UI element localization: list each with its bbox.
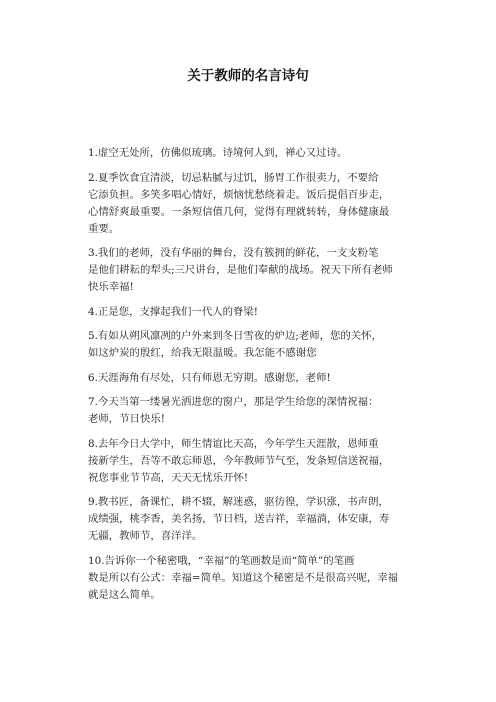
quote-paragraph-8: 8.去年今日大学中，师生情谊比天高，今年学生天涯散，恩师重 接新学生，吾等不敢忘师恩，今年教师节气至，发条短信送祝福， 祝您事业节节高，天天无忧乐开怀! xyxy=(88,437,390,484)
quote-paragraph-9: 9.教书匠，备课忙，耕不辍，解迷惑，驱彷徨，学识涨，书声朗， 成绩强，桃李香，美名扬，节日档，送吉祥，幸福淌，体安康，寿 无疆，教师节，喜洋洋。 xyxy=(88,496,390,542)
quote-paragraph-6: 6.天涯海角有尽处，只有师恩无穷期。感谢您，老师! xyxy=(88,371,331,384)
quote-paragraph-4: 4.正是您，支撑起我们一代人的脊梁! xyxy=(88,305,258,318)
quote-paragraph-10: 10.告诉你一个秘密哦，“幸福”的笔画数是而“简单”的笔画 数是所以有公式：幸福=简单。知道这个秘密是不是很高兴呢，幸福 就是这么简单。 xyxy=(88,554,399,601)
quote-paragraph-5: 5.有如从朔风凛冽的户外来到冬日雪夜的炉边;老师，您的关怀， 如这炉炭的殷红，给我无限温暖。我怎能不感谢您 xyxy=(88,330,382,359)
quote-paragraph-1: 1.虚空无处所，仿佛似琉璃。诗境何人到，禅心又过诗。 xyxy=(88,147,348,159)
document-body xyxy=(88,145,414,611)
quote-paragraph-3: 3.我们的老师，没有华丽的舞台，没有簇拥的鲜花，一支支粉笔 是他们耕耘的犁头;三尺讲台，是他们奉献的战场。祝天下所有老师 快乐幸福! xyxy=(88,247,393,293)
document-title: 关于教师的名言诗句 xyxy=(187,68,309,84)
quote-paragraph-2: 2.夏季饮食宜清淡，切忌粘腻与过饥，肠胃工作很卖力，不要给 它添负担。多笑多唱心情好，烦恼忧愁绕着走。饭后提倡百步走， 心情舒爽最重要。一条短信值几何，觉得有理就转转，身体健康最 重要。 xyxy=(88,171,390,235)
quote-paragraph-7: 7.今天当第一缕暑光洒进您的窗户，那是学生给您的深情祝福： 老师，节日快乐! xyxy=(88,396,379,425)
